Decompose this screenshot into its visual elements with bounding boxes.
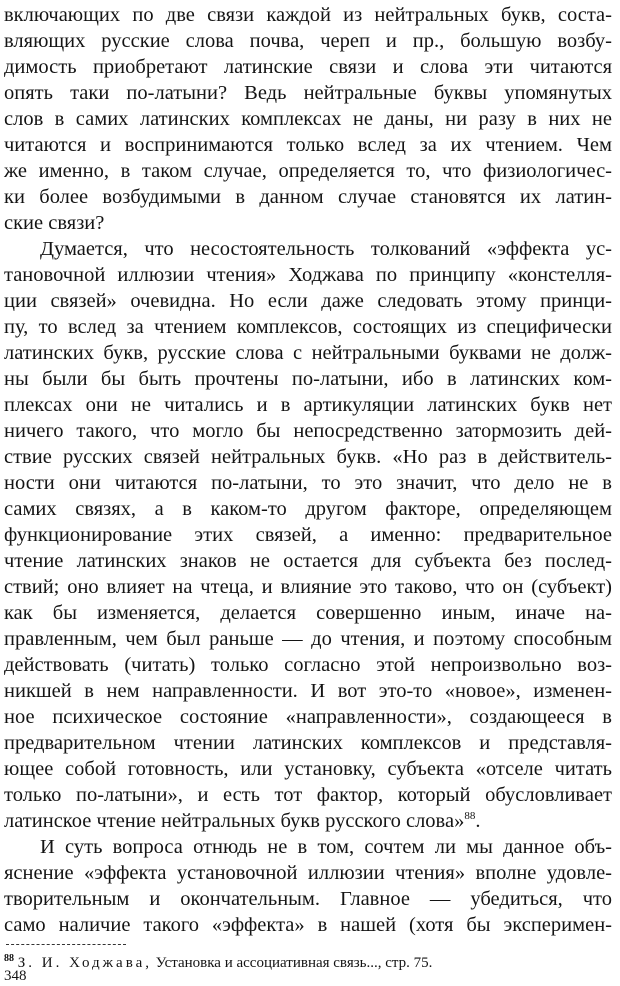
text-line: же именно, в таком случае, определяется то, что физиологичес- xyxy=(4,160,612,182)
text-line: читаются и воспринимаются только вслед за их чтением. Чем xyxy=(4,134,612,156)
text-line: само наличие такого «эффекта» в нашей (хотя бы эксперимен- xyxy=(4,914,612,936)
text-line: опять таки по-латыни? Ведь нейтральные буквы упомянутых xyxy=(4,82,612,104)
text-line: тановочной иллюзии чтения» Ходжава по принципу «констелля- xyxy=(4,264,612,286)
text-line: ности они читаются по-латыни, то это значит, что дело не в xyxy=(4,472,612,494)
text-line: включающих по две связи каждой из нейтральных букв, соста- xyxy=(4,4,612,26)
footnote-mark: 88 xyxy=(4,953,14,964)
text-line: И суть вопроса отнюдь не в том, сочтем ли мы данное объ- xyxy=(40,836,612,858)
text-line: предварительном чтении латинских комплексов и представля- xyxy=(4,732,612,754)
text-line: вляющих русские слова почва, череп и пр., большую возбу- xyxy=(4,30,612,52)
text-line: функционирование этих связей, а именно: предварительное xyxy=(4,524,612,546)
text-line: ное психическое состояние «направленности», создающееся в xyxy=(4,706,612,728)
text-line-with-ref: латинское чтение нейтральных букв русского слова»$^{88}$. xyxy=(4,810,481,832)
text-line: ские связи? xyxy=(4,212,105,234)
footnote-text: Установка и ассоциативная связь..., стр. 75. xyxy=(155,955,433,971)
text-line: правленным, чем был раньше — до чтения, и поэтому способным xyxy=(4,628,612,650)
text-line: чтение латинских знаков не остается для субъекта без послед- xyxy=(4,550,612,572)
footnote-reference[interactable]: 88 xyxy=(464,810,476,823)
footnote xyxy=(4,950,612,972)
text-line: яснение «эффекта установочной иллюзии чтения» вполне удовле- xyxy=(4,862,612,884)
text-line: творительным и окончательным. Главное — убедиться, что xyxy=(4,888,612,910)
text-line: ющее собой готовность, или установку, субъекта «отселе читать xyxy=(4,758,612,780)
text-line: ничего такого, что могло бы непосредственно затормозить дей- xyxy=(4,420,612,442)
text-line: самих связях, а в каком-то другом факторе, определяющем xyxy=(4,498,612,520)
text-line: пу, то вслед за чтением комплексов, состоящих из специфически xyxy=(4,316,612,338)
text-line: димость приобретают латинские связи и слова эти читаются xyxy=(4,56,612,78)
text-line: ствие русских связей нейтральных букв. «Но раз в действитель- xyxy=(4,446,612,468)
text-line: слов в самих латинских комплексах не даны, ни разу в них не xyxy=(4,108,612,130)
text-line-content: латинское чтение нейтральных букв русского слова» xyxy=(4,810,465,832)
text-line: Думается, что несостоятельность толкований «эффекта ус- xyxy=(40,238,612,260)
footnote-separator xyxy=(6,944,126,945)
page-number: 348 xyxy=(4,968,27,984)
text-line: ции связей» очевидна. Но если даже следовать этому принци- xyxy=(4,290,612,312)
text-line: ствий; оно влияет на чтеца, и влияние это таково, что он (субъект) xyxy=(4,576,612,598)
text-line: как бы изменяется, делается совершенно иным, иначе на- xyxy=(4,602,612,624)
text-line: никшей в нем направленности. И вот это-то «новое», изменен- xyxy=(4,680,612,702)
text-line: ны были бы быть прочтены по-латыни, ибо в латинских ком- xyxy=(4,368,612,390)
footnote-author: З. И. Ходжава, xyxy=(17,955,152,971)
text-line: ки более возбудимыми в данном случае становятся их латин- xyxy=(4,186,612,208)
text-line: только по-латыни», и есть тот фактор, который обусловливает xyxy=(4,784,612,806)
text-line: действовать (читать) только согласно этой непроизвольно воз- xyxy=(4,654,612,676)
text-line: плексах они не читались и в артикуляции латинских букв нет xyxy=(4,394,612,416)
text-line: латинских букв, русские слова с нейтральными буквами не долж- xyxy=(4,342,612,364)
